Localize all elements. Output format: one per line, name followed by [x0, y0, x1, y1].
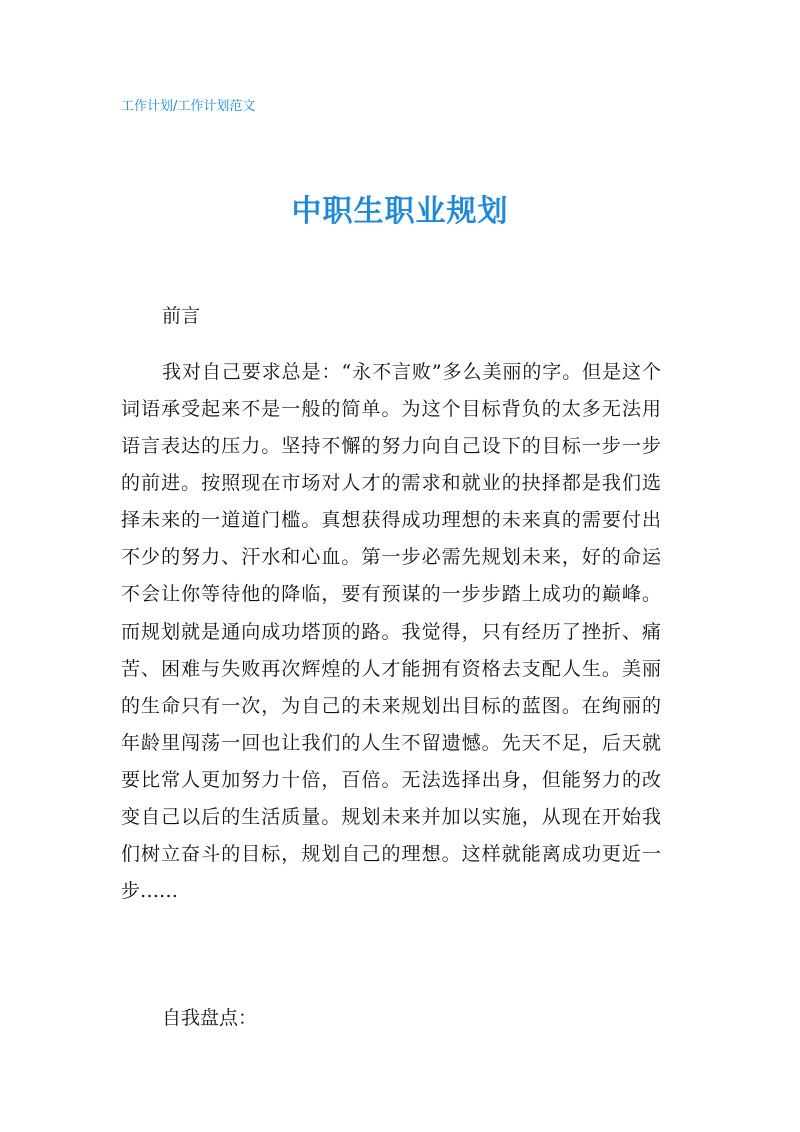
paragraph-line: 不少的努力、汗水和心血。第一步必需先规划未来，好的命运: [121, 546, 661, 569]
section-heading-preface: 前言: [162, 305, 201, 327]
paragraph-line: 而规划就是通向成功塔顶的路。我觉得，只有经历了挫折、痛: [121, 620, 661, 643]
paragraph-line: 不会让你等待他的降临，要有预谋的一步步踏上成功的巅峰。: [121, 583, 661, 606]
preface-paragraph: [121, 359, 661, 915]
paragraph-line: 变自己以后的生活质量。规划未来并加以实施，从现在开始我: [121, 805, 661, 828]
paragraph-line: 语言表达的压力。坚持不懈的努力向自己设下的目标一步一步: [121, 435, 661, 458]
paragraph-line: 我对自己要求总是：“永不言败”多么美丽的字。但是这个: [162, 361, 661, 383]
paragraph-line: 择未来的一道道门槛。真想获得成功理想的未来真的需要付出: [121, 509, 661, 532]
paragraph-line: 们树立奋斗的目标，规划自己的理想。这样就能离成功更近一: [121, 843, 661, 866]
breadcrumb[interactable]: 工作计划/工作计划范文: [121, 99, 256, 114]
paragraph-line: 的前进。按照现在市场对人才的需求和就业的抉择都是我们选: [121, 472, 661, 495]
section-heading-self-inventory: 自我盘点：: [162, 1007, 258, 1029]
paragraph-line: 要比常人更加努力十倍，百倍。无法选择出身，但能努力的改: [121, 768, 661, 791]
paragraph-line: 苦、困难与失败再次辉煌的人才能拥有资格去支配人生。美丽: [121, 657, 661, 680]
page-title: 中职生职业规划: [291, 194, 509, 229]
paragraph-line: 步……: [121, 880, 179, 903]
paragraph-line: 的生命只有一次，为自己的未来规划出目标的蓝图。在绚丽的: [121, 694, 661, 717]
paragraph-line: 词语承受起来不是一般的简单。为这个目标背负的太多无法用: [121, 398, 661, 421]
paragraph-line: 年龄里闯荡一回也让我们的人生不留遗憾。先天不足，后天就: [121, 731, 661, 754]
